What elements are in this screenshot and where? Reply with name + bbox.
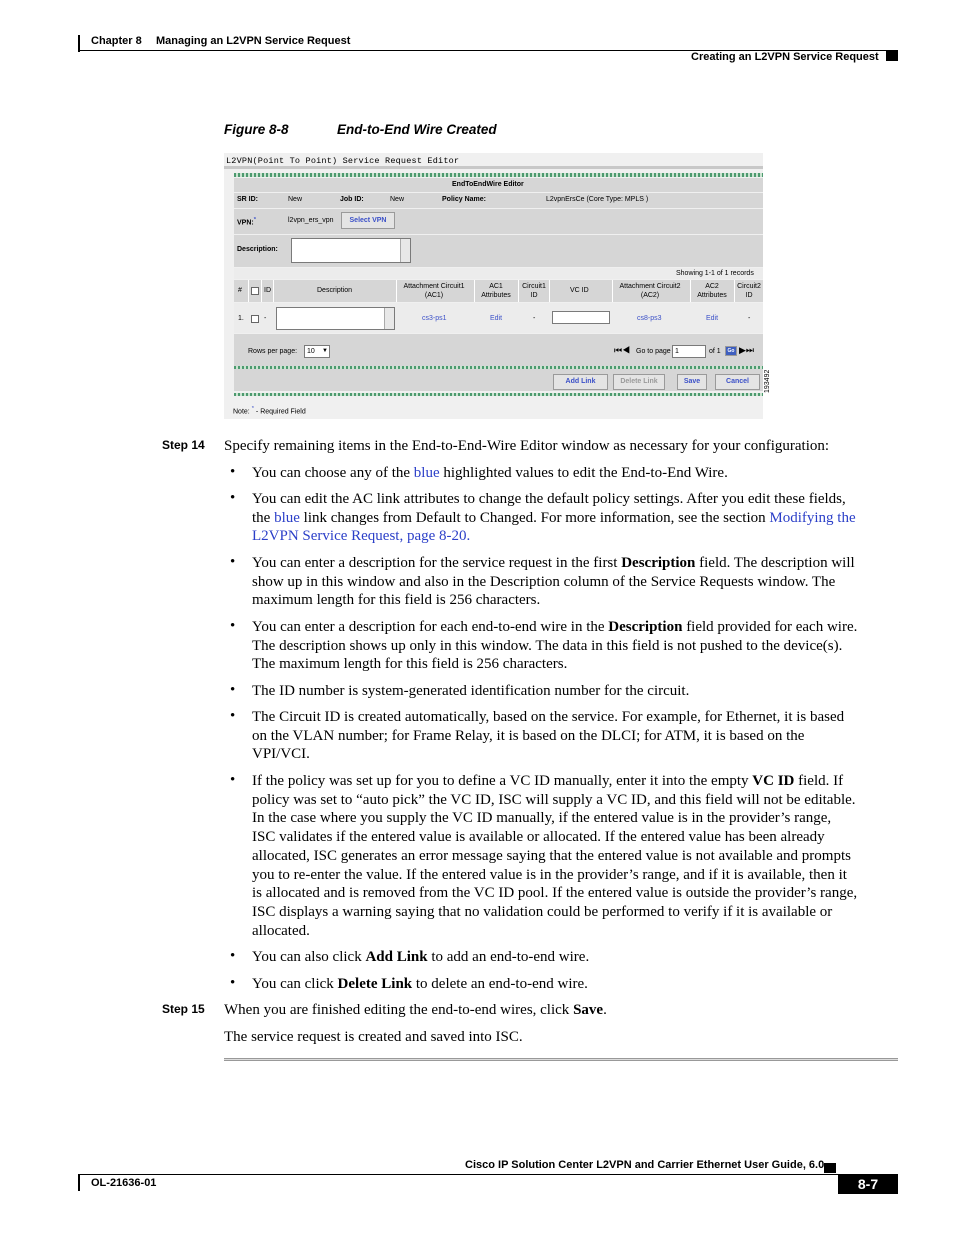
b7-text-a: If the policy was set up for you to define a VC ID manually, enter it into the empty: [252, 773, 753, 789]
rows-per-page-label: Rows per page:: [248, 348, 298, 355]
step15-text-a: When you are finished editing the end-to-end wires, click: [224, 1002, 574, 1018]
step15-text: [224, 1001, 896, 1020]
bullet-marker: •: [230, 554, 236, 570]
row-vcid-field[interactable]: [552, 311, 610, 324]
col-circuit1: Circuit1 ID: [522, 283, 546, 299]
b1-text: You can choose any of the: [252, 465, 414, 481]
editor-screenshot: [224, 153, 771, 419]
b2-end: .: [466, 528, 471, 545]
b1-text-2: highlighted values to edit the End-to-End Wire.: [439, 465, 728, 481]
cancel-button[interactable]: Cancel: [715, 374, 760, 390]
b3-line-2: show up in this window and also in the Description column of the Service Requests window. The: [252, 573, 836, 590]
col-ac1: Attachment Circuit1 (AC1): [403, 283, 465, 299]
b2-line-2: [252, 509, 898, 528]
bullet-marker: •: [230, 618, 236, 634]
b6-line-1: The Circuit ID is created automatically, based on the service. For example, for Ethernet, it is based: [252, 709, 845, 725]
description-scrollbar[interactable]: [400, 239, 410, 262]
vpn-required-mark: *: [253, 217, 257, 223]
bullet-3: [252, 554, 898, 610]
col-circuit2: Circuit2 ID: [737, 283, 761, 299]
header-chapter: Chapter 8: [91, 35, 142, 47]
bullet-6: [252, 708, 898, 764]
bullet-marker: •: [230, 948, 236, 964]
rows-per-page-select[interactable]: [304, 345, 330, 358]
title-bar: [224, 166, 763, 169]
row-description-field[interactable]: [276, 307, 395, 330]
step14-label: Step 14: [162, 438, 205, 452]
note-mark: *: [251, 406, 254, 412]
end-rule: [224, 1058, 898, 1061]
b7-bold: VC ID: [752, 773, 795, 789]
info-row: [234, 193, 763, 208]
save-button[interactable]: Save: [677, 374, 707, 390]
col-separator: [549, 280, 550, 302]
modifying-link-cont[interactable]: L2VPN Service Request, page 8-20: [252, 528, 467, 545]
page-count: of 1: [709, 348, 721, 355]
col-id: ID: [264, 287, 271, 294]
goto-page-field[interactable]: [672, 345, 706, 358]
page-number: 8-7: [838, 1174, 898, 1194]
bullet-marker: •: [230, 975, 236, 991]
modifying-link[interactable]: Modifying the: [769, 509, 856, 526]
policy-label: Policy Name:: [442, 196, 486, 203]
vpn-label: [237, 217, 256, 226]
b3-text-a: You can enter a description for the service request in the first: [252, 555, 622, 571]
b8-bold: Add Link: [365, 949, 428, 965]
b2-text: the: [252, 509, 275, 526]
job-id-label: Job ID:: [340, 196, 364, 203]
go-button[interactable]: Go: [725, 346, 737, 356]
goto-page-value: 1: [675, 348, 679, 355]
bullet-4: [252, 618, 898, 674]
footer-left-tick: [78, 1174, 80, 1191]
col-description: Description: [317, 287, 353, 294]
row-circuit1: -: [533, 315, 536, 322]
b6-line-2: on the VLAN number; for Frame Relay, it is based on the DLCI; for ATM, it is based on the: [252, 727, 805, 744]
sr-id-value: New: [288, 196, 303, 203]
row-ac1-attr-link[interactable]: Edit: [490, 315, 503, 322]
col-separator: [734, 280, 735, 302]
select-all-checkbox[interactable]: [251, 287, 259, 295]
b3-line-3: maximum length for this field is 256 characters.: [252, 592, 541, 609]
header-chapter-title: Managing an L2VPN Service Request: [156, 35, 351, 47]
col-separator: [474, 280, 475, 302]
step15-text-b: .: [603, 1002, 607, 1018]
required-note: [233, 406, 306, 415]
b3-bold: Description: [621, 555, 696, 571]
footer-marker: [824, 1163, 836, 1173]
b8-text-b: to add an end-to-end wire.: [427, 949, 590, 965]
col-separator: [248, 280, 249, 302]
b2-line-3: [252, 527, 898, 546]
b7-line-7: is allocated and is removed from the VC ID pool. If the entered value is outside the provider’s range,: [252, 885, 858, 902]
col-separator: [518, 280, 519, 302]
window-title: L2VPN(Point To Point) Service Request Editor: [226, 156, 460, 166]
b9-bold: Delete Link: [337, 976, 413, 992]
step14-text: Specify remaining items in the End-to-End-Wire Editor window as necessary for your configuration:: [224, 438, 830, 454]
b2-blue: blue: [274, 509, 300, 526]
row-ac2-link[interactable]: cs8-ps3: [637, 315, 662, 322]
b7-text-b: field. If: [794, 773, 844, 789]
bullet-9: [252, 975, 898, 994]
b1-blue: blue: [413, 465, 440, 481]
header-section: Creating an L2VPN Service Request: [691, 51, 879, 63]
step15-label: Step 15: [162, 1002, 205, 1016]
bullet-marker: •: [230, 772, 236, 788]
bullet-marker: •: [230, 490, 236, 506]
first-prev-page-icons[interactable]: ⏮◀: [614, 345, 631, 355]
b8-text-a: You can also click: [252, 949, 366, 965]
b7-line-9: allocated.: [252, 922, 310, 939]
figure-number: Figure 8-8: [224, 122, 289, 137]
goto-page-label: Go to page: [636, 348, 671, 355]
b3-line-1: [252, 554, 898, 573]
bullet-5: The ID number is system-generated identification number for the circuit.: [252, 683, 690, 699]
b7-line-6: you to re-enter the value. If the entered value is in the provider’s range, and if it is available, then it: [252, 866, 847, 883]
note-prefix: Note:: [233, 408, 250, 416]
delete-link-button[interactable]: Delete Link: [613, 374, 665, 390]
b7-line-3: In the case where you supply the VC ID manually, if the entered value is in the provider’s range,: [252, 810, 832, 827]
col-num: #: [238, 287, 242, 294]
row-ac2-attr-link[interactable]: Edit: [706, 315, 719, 322]
footer-guide-title: Cisco IP Solution Center L2VPN and Carrier Ethernet User Guide, 6.0: [465, 1159, 825, 1171]
b4-text-a: You can enter a description for each end-to-end wire in the: [252, 619, 609, 635]
bullet-2: [252, 490, 898, 546]
row-num: 1.: [238, 315, 244, 322]
b6-line-3: VPI/VCI.: [252, 746, 310, 763]
bullet-marker: •: [230, 464, 236, 480]
step15-result: The service request is created and saved into ISC.: [224, 1029, 523, 1045]
row-checkbox[interactable]: [251, 315, 259, 323]
description-label: Description:: [237, 246, 278, 253]
col-vcid: VC ID: [570, 287, 589, 294]
figure-title: End-to-End Wire Created: [337, 122, 497, 137]
bullet-marker: •: [230, 682, 236, 698]
col-separator: [261, 280, 262, 302]
row-ac1-link[interactable]: cs3-ps1: [422, 315, 447, 322]
b7-line-1: [252, 772, 898, 791]
header-marker: [886, 51, 898, 61]
note-text: - Required Field: [255, 408, 306, 416]
policy-value: L2vpnErsCe (Core Type: MPLS ): [546, 196, 649, 203]
col-separator: [273, 280, 274, 302]
bullet-7: [252, 772, 898, 940]
b4-text-b: field provided for each wire.: [682, 619, 858, 635]
col-ac2: Attachment Circuit2 (AC2): [619, 283, 681, 299]
b7-line-5: allocated, ISC generates an error message saying that the entered value is not available and prompts: [252, 847, 851, 864]
editor-top-stripe: [234, 173, 763, 177]
b7-line-2: policy was set to “auto pick” the VC ID, ISC will supply a VC ID, and this field will not be editable.: [252, 791, 856, 808]
b4-line-1: [252, 618, 898, 637]
add-link-button[interactable]: Add Link: [553, 374, 608, 390]
b9-text-a: You can click: [252, 976, 338, 992]
vpn-label-text: VPN:: [237, 219, 254, 227]
sr-id-label: SR ID:: [237, 196, 258, 203]
b7-line-8: ISC displays a warning saying that no validation could be performed to verify if it is available or: [252, 903, 833, 920]
bullet-marker: •: [230, 708, 236, 724]
figure-side-id: 193492: [764, 369, 771, 393]
b2-text-2: link changes from Default to Changed. For more information, see the section: [299, 509, 770, 526]
job-id-value: New: [390, 196, 405, 203]
rows-per-page-value: 10: [307, 348, 315, 355]
b4-line-2: The description shows up only in this window. The data in this field is not pushed to the device(s).: [252, 637, 843, 654]
editor-title: EndToEndWire Editor: [452, 181, 524, 188]
vpn-value: l2vpn_ers_vpn: [288, 217, 334, 224]
b9-text-b: to delete an end-to-end wire.: [412, 976, 588, 992]
b7-line-4: ISC validates if the entered value is available or allocated. If the entered value has been already: [252, 829, 825, 846]
b3-text-b: field. The description will: [695, 555, 855, 571]
row-id: -: [264, 315, 267, 322]
bullet-8: [252, 948, 898, 967]
footer-doc-number: OL-21636-01: [91, 1177, 157, 1189]
row-circuit2: -: [748, 315, 751, 322]
next-last-page-icons[interactable]: ▶⏭: [739, 345, 755, 355]
records-count: Showing 1-1 of 1 records: [676, 270, 754, 277]
b4-bold: Description: [608, 619, 683, 635]
footer-rule: [78, 1174, 838, 1175]
row-description-scrollbar[interactable]: [384, 308, 394, 329]
col-separator: [612, 280, 613, 302]
description-field[interactable]: [291, 238, 411, 263]
bullet-1: [252, 464, 898, 483]
col-ac1-attr: AC1 Attributes: [481, 283, 511, 299]
col-separator: [396, 280, 397, 302]
chevron-down-icon: ▼: [322, 348, 328, 354]
col-separator: [690, 280, 691, 302]
editor-bottom-stripe: [234, 393, 763, 396]
select-vpn-button[interactable]: Select VPN: [341, 212, 395, 229]
b4-line-3: The maximum length for this field is 256 characters.: [252, 656, 568, 673]
b2-line-1: You can edit the AC link attributes to change the default policy settings. After you edit these fields,: [252, 491, 846, 507]
col-ac2-attr: AC2 Attributes: [697, 283, 727, 299]
step15-bold: Save: [573, 1002, 604, 1018]
